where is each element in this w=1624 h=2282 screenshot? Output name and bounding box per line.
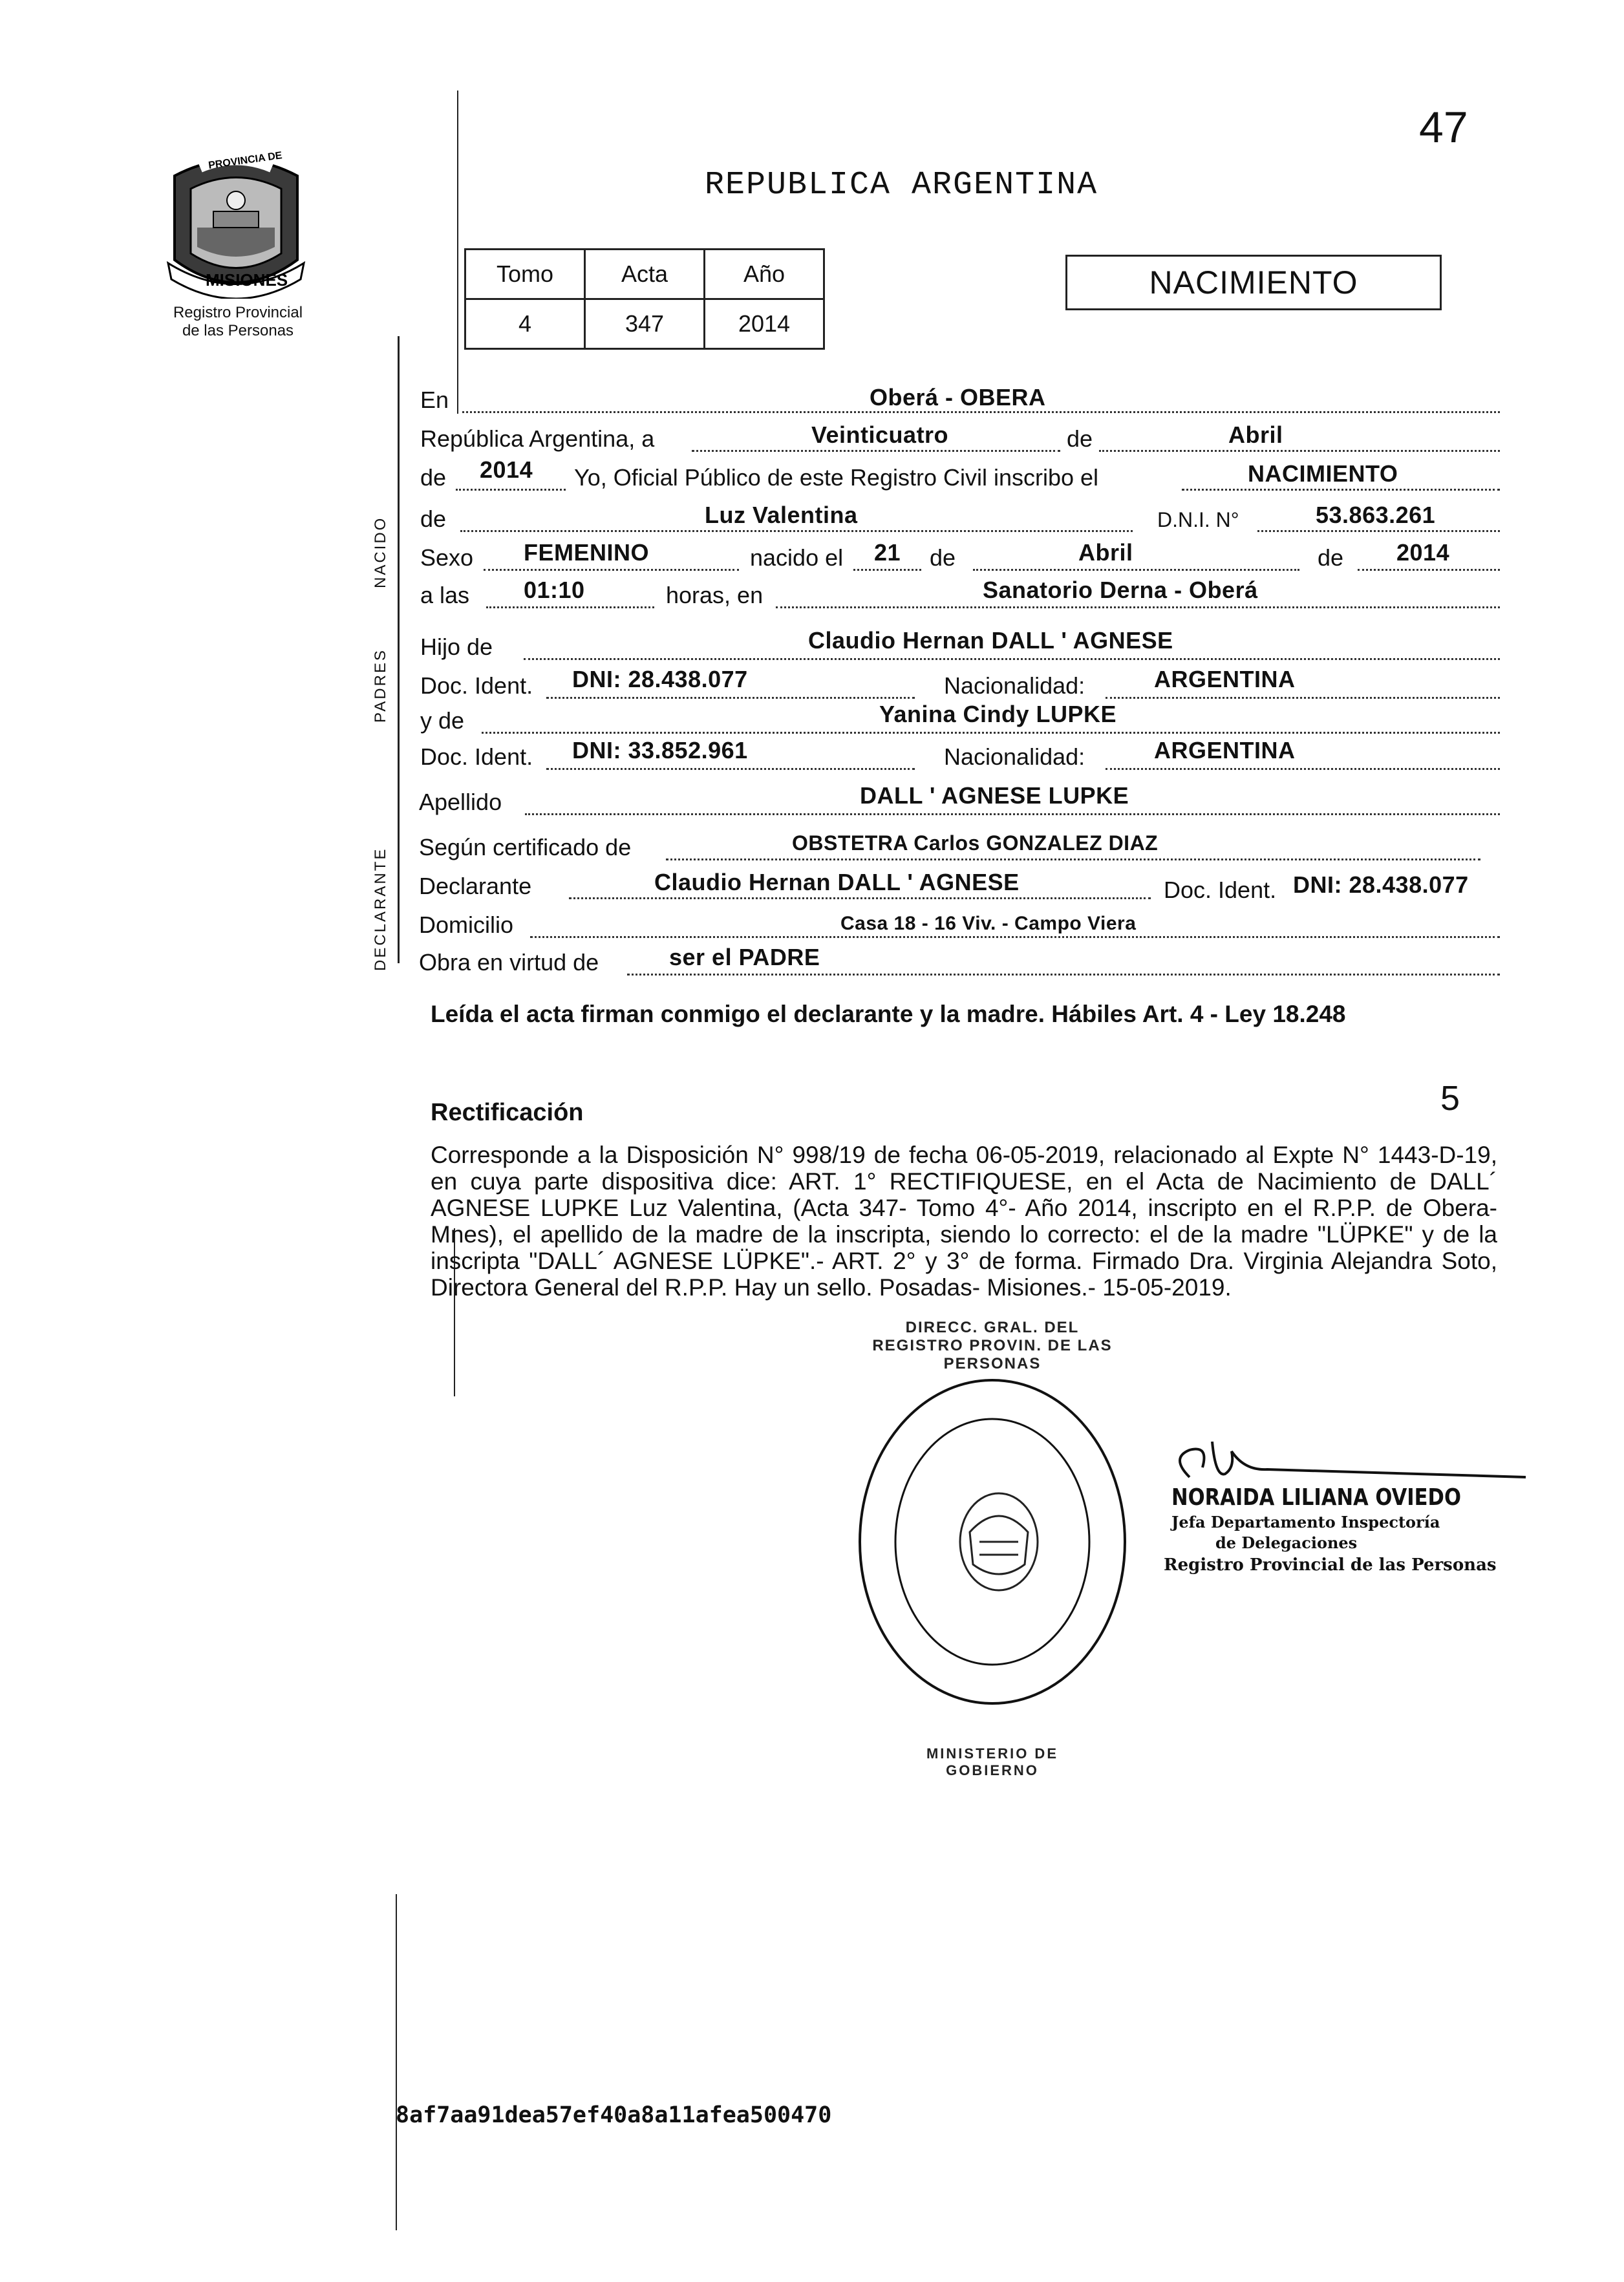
dotline-sexo [484, 569, 739, 571]
nac-de-label: de [930, 544, 956, 571]
acta-meta-table [464, 248, 825, 350]
nacido-label: nacido el [750, 544, 844, 571]
dotline-anio [456, 489, 566, 491]
dotline-nac-dia [853, 569, 921, 571]
dotline-dia [692, 450, 1060, 452]
domicilio-value: Casa 18 - 16 Viv. - Campo Viera [840, 913, 1137, 934]
dotline-nombre [460, 530, 1133, 532]
dotline-segun [666, 858, 1480, 860]
oficial-text: Yo, Oficial Público de este Registro Civil inscribo el [574, 464, 1099, 491]
scan-mark-bottom [396, 1894, 397, 2230]
dotline-en [462, 411, 1500, 413]
de-label: de [1067, 425, 1093, 452]
mes-value: Abril [1228, 421, 1283, 448]
dotline-domicilio [530, 936, 1500, 938]
side-label-padres: PADRES [372, 648, 389, 723]
page-number: 47 [1419, 103, 1468, 152]
scan-mark-top [457, 91, 458, 414]
signature-scribble [1164, 1438, 1552, 1490]
logo-text-top: PROVINCIA DE [208, 150, 283, 171]
dotline-mes [1099, 450, 1500, 452]
de2-label: de [420, 464, 447, 491]
dotline-lugar [776, 606, 1500, 608]
rectificacion-title: Rectificación [431, 1099, 584, 1126]
doc-type-box: NACIMIENTO [1065, 255, 1442, 310]
dotline-apellido [525, 813, 1500, 815]
sexo-label: Sexo [420, 544, 474, 571]
dotline-madre [482, 732, 1500, 734]
segun-label: Según certificado de [419, 834, 632, 860]
obra-value: ser el PADRE [669, 944, 820, 970]
dia-value: Veinticuatro [811, 421, 949, 448]
header-republic: REPUBLICA ARGENTINA [705, 167, 1098, 204]
lugar-value: Sanatorio Derna - Oberá [983, 577, 1258, 603]
logo-caption-1: Registro Provincial [173, 304, 303, 321]
en-label: En [420, 387, 449, 413]
madre-nac-value: ARGENTINA [1154, 737, 1296, 763]
en-value: Oberá - OBERA [870, 384, 1046, 411]
madre-dni-value: DNI: 33.852.961 [572, 737, 748, 763]
obra-label: Obra en virtud de [419, 949, 599, 976]
yde-label: y de [420, 707, 465, 734]
signer-line-2: de Delegaciones [1215, 1533, 1358, 1552]
nac-mes-value: Abril [1078, 539, 1133, 566]
padre-dni-value: DNI: 28.438.077 [572, 666, 748, 692]
decl-doc-label: Doc. Ident. [1164, 877, 1277, 903]
nombre-value: Luz Valentina [705, 502, 858, 528]
side-label-nacido: NACIDO [372, 516, 389, 588]
nac-de2-label: de [1318, 544, 1344, 571]
meta-value-acta: 347 [585, 299, 705, 349]
padre-value: Claudio Hernan DALL ' AGNESE [808, 627, 1173, 654]
alas-label: a las [420, 582, 470, 608]
meta-header-acta: Acta [585, 250, 705, 299]
nac-anio-value: 2014 [1396, 539, 1450, 566]
padre-nac-value: ARGENTINA [1154, 666, 1296, 692]
sexo-value: FEMENINO [524, 539, 650, 566]
seal-outer-text: DIRECC. GRAL. DEL REGISTRO PROVIN. DE LAS PERSONAS [872, 1319, 1113, 1372]
dni-label: D.N.I. N° [1157, 508, 1239, 531]
meta-value-anio: 2014 [705, 299, 824, 349]
dni-value: 53.863.261 [1316, 502, 1436, 528]
madre-docid-label: Doc. Ident. [420, 743, 533, 770]
madre-value: Yanina Cindy LUPKE [879, 701, 1117, 727]
seal-inner-text: MINISTERIO DE GOBIERNO [926, 1745, 1058, 1778]
left-margin-rule [398, 336, 400, 963]
dotline-padre [524, 658, 1500, 660]
meta-header-anio: Año [705, 250, 824, 299]
domicilio-label: Domicilio [419, 912, 514, 938]
rectificacion-body: Corresponde a la Disposición N° 998/19 de fecha 06-05-2019, relacionado al Expte N° 1443-D-19, en cuya parte dispositiva dice: ART. 1° RECTIFIQUESE, en el Acta de Nacimiento de DALL´ AGNESE LUPKE Luz Valentina, (Acta 347- Tomo 4°- Año 2014, inscripto en el R.P.P. de Obera- Mnes), el apellido de la madre de la inscripta, siendo lo correcto: el de la madre "LÜPKE" y de la inscripta "DALL´ AGNESE LÜPKE".- ART. 2° y 3° de forma. Firmado Dra. Virginia Alejandra Soto, Directora General del R.P.P. Hay un sello. Posadas- Misiones.- 15-05-2019. [431, 1142, 1497, 1301]
dotline-madre-dni [546, 768, 915, 770]
de3-label: de [420, 506, 447, 532]
dotline-hora [486, 606, 654, 608]
hijo-label: Hijo de [420, 634, 493, 660]
apellido-value: DALL ' AGNESE LUPKE [860, 782, 1129, 809]
dotline-nac-anio [1358, 569, 1500, 571]
horas-label: horas, en [666, 582, 764, 608]
meta-value-tomo: 4 [465, 299, 585, 349]
republica-label: República Argentina, a [420, 425, 655, 452]
leida-text: Leída el acta firman conmigo el declarante y la madre. Hábiles Art. 4 - Ley 18.248 [431, 1001, 1346, 1027]
madre-nac-label: Nacionalidad: [944, 743, 1085, 770]
side-label-declarante: DECLARANTE [372, 847, 389, 971]
signer-line-1: Jefa Departamento Inspectoría [1171, 1513, 1440, 1531]
rectificacion-number: 5 [1440, 1079, 1460, 1118]
tipo-value: NACIMIENTO [1248, 460, 1398, 487]
dotline-obra [627, 974, 1500, 976]
apellido-label: Apellido [419, 789, 502, 815]
padre-nac-label: Nacionalidad: [944, 672, 1085, 699]
nac-dia-value: 21 [874, 539, 901, 566]
hora-value: 01:10 [524, 577, 585, 603]
dotline-dni [1257, 530, 1500, 532]
meta-header-tomo: Tomo [465, 250, 585, 299]
logo-text-bottom: MISIONES [206, 270, 288, 290]
declarante-label: Declarante [419, 873, 532, 899]
anio-value: 2014 [480, 456, 533, 483]
logo-caption-2: de las Personas [182, 322, 294, 339]
decl-dni-value: DNI: 28.438.077 [1293, 871, 1469, 898]
dotline-declarante [569, 897, 1151, 899]
dotline-tipo [1182, 489, 1500, 491]
official-seal [847, 1370, 1138, 1713]
declarante-value: Claudio Hernan DALL ' AGNESE [654, 869, 1020, 895]
document-hash: 8af7aa91dea57ef40a8a11afea500470 [396, 2102, 832, 2128]
dotline-padre-nac [1106, 697, 1500, 699]
dotline-madre-nac [1106, 768, 1500, 770]
segun-value: OBSTETRA Carlos GONZALEZ DIAZ [792, 831, 1159, 855]
dotline-nac-mes [973, 569, 1299, 571]
signer-line-3: Registro Provincial de las Personas [1164, 1555, 1497, 1575]
padre-docid-label: Doc. Ident. [420, 672, 533, 699]
dotline-padre-dni [546, 697, 915, 699]
signer-name: NORAIDA LILIANA OVIEDO [1171, 1484, 1461, 1511]
